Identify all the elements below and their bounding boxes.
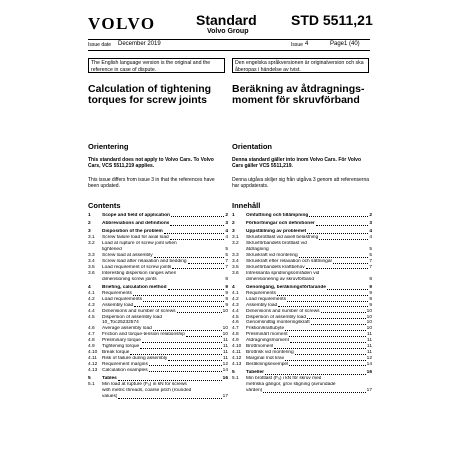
toc-entry-page: 7 [369,264,372,270]
toc-entry-page: 2 [369,212,372,218]
toc-entry-title: dimensionering av skruvförband [246,276,314,282]
toc-entry-number: 3 [232,229,235,235]
toc-entry[interactable] [232,388,372,394]
toc-entry-title: Risk of failure during assembly [102,355,168,361]
toc-entry-title: Briefing, calculation method [102,284,167,290]
toc-entry-page: 16 [222,376,228,382]
toc-leader-dots [149,365,222,366]
toc-entry-page: 11 [223,349,228,355]
toc-leader-dots [278,306,368,307]
toc-entry-number: 4.10 [88,349,98,355]
toc-entry-title: Skruvbrottlast vid axiell belastning [246,235,319,241]
toc-entry-page: 3 [225,220,228,226]
toc-entry-number: 4.3 [88,302,95,308]
toc-leader-dots [327,289,368,290]
contents-heading-en: Contents [88,201,121,210]
toc-entry-page: 7 [225,264,228,270]
toc-leader-dots [134,306,224,307]
toc-entry-page: 9 [369,302,372,308]
toc-entry-number: 2 [88,220,91,226]
issue-date-label: Issue date [88,42,112,48]
toc-entry-number: 3.4 [232,258,239,264]
toc-entry-page: 17 [222,393,228,399]
toc-entry[interactable] [88,368,228,374]
issue-value: 4 [305,41,309,47]
toc-entry-title: Scope and field of application [102,212,170,218]
toc-entry-number: 3.3 [88,252,95,258]
toc-entry-number: 3.3 [232,252,239,258]
toc-entry-page: 5 [225,247,228,253]
orientation-heading-en: Orientering [88,142,129,151]
toc-entry-number: 2 [232,220,235,226]
toc-entry-title: Requirements [102,290,132,296]
toc-entry-page: 2 [225,212,228,218]
toc-entry-page: 11 [367,338,372,344]
toc-entry-title: Load requirements [102,296,142,302]
toc-entry-number: 4.4 [88,308,95,314]
toc-entry[interactable] [88,221,228,227]
toc-entry-number: 4.6 [232,320,239,326]
orientation-note-en: This standard does not apply to Volvo Cars. To Volvo Cars, VCS 5511,219 applies. [88,157,214,169]
toc-entry-number: 4.5 [232,314,239,320]
toc-entry-page: 9 [369,296,372,302]
toc-entry-title: Assembly load [246,302,278,308]
toc-entry-title: Dimensions and number of screws [102,308,176,314]
toc-entry-title: Skruvkraft vid montering [246,252,298,258]
toc-entry-page: 11 [223,355,228,361]
toc-leader-dots [265,374,366,375]
toc-entry-page: 14 [222,367,228,373]
toc-entry-number: 4.13 [232,361,242,367]
toc-entry-number: 4.11 [232,349,241,355]
toc-entry-title: Genomgång, beräkningsförfarande [246,284,326,290]
toc-entry-page: 3 [369,220,372,226]
toc-entry-page: 10 [366,314,372,320]
toc-entry-title: åtdragning [246,247,269,253]
toc-entry-title: Brottrisk vid montering [246,349,294,355]
toc-entry-title: Genomsnittlig monteringskraft [246,320,310,326]
toc-entry-number: 3 [88,229,91,235]
toc-entry-number: 4.8 [88,338,95,344]
toc-entry-page: 17 [366,387,372,393]
toc-entry-page: 9 [225,302,228,308]
toc-entry-number: 4.11 [88,355,97,361]
toc-entry-number: 5.1 [232,376,239,382]
toc-entry-title: dimensioning screw joints [102,276,157,282]
toc-entry-number: 1 [88,212,91,218]
toc-leader-dots [118,380,222,381]
toc-entry-title: Average assembly load [102,326,152,332]
toc-entry-title: Min brottlast (F₉) i kN för skruv med [246,376,322,382]
toc-leader-dots [170,225,224,226]
toc-entry-number: 3.6 [232,270,239,276]
toc-entry-title: Tables [102,376,117,382]
toc-entry-number: 3.1 [232,235,239,241]
toc-entry-title: Load requirement of screw joints [102,264,172,270]
toc-entry-page: 16 [366,370,372,376]
toc-entry-title: Disposition of the problem [102,229,163,235]
toc-entry-number: 3.1 [88,235,95,241]
toc-entry-number: 4.2 [88,296,95,302]
toc-entry-number: 3.5 [232,264,239,270]
toc-leader-dots [306,268,369,269]
toc-leader-dots [321,312,366,313]
orientation-heading-sv: Orientation [232,142,273,151]
toc-entry-page: 5 [369,252,372,258]
toc-leader-dots [333,263,368,264]
toc-entry-number: 4.7 [232,326,239,332]
toc-entry-number: 3.6 [88,270,95,276]
contents-heading-sv: Innehåll [232,201,261,210]
toc-entry-page: 5 [225,252,228,258]
toc-entry-title: Min load at rupture (F₉) in kN for screws [102,381,187,387]
toc-entry-number: 4.7 [88,332,95,338]
toc-leader-dots [143,301,224,302]
toc-entry-page: 10 [366,320,372,326]
toc-entry-title: Preliminary torque [102,338,141,344]
toc-entry-title: Skruvförbandets brottlast vid [246,241,307,247]
page-value: 1 (40) [344,41,360,47]
toc-entry-page: 4 [225,235,228,241]
toc-entry-number: 5 [232,370,235,376]
toc-entry-title: Brottmoment [246,344,274,350]
title-en: Calculation of tightening torques for screw joints [88,83,212,106]
toc-entry-number: 3.4 [88,258,95,264]
toc-leader-dots [164,233,225,234]
toc-entry-page: 4 [369,229,372,235]
toc-entry-page: 9 [369,284,372,290]
toc-entry-title: värden) [246,387,263,393]
toc-leader-dots [285,360,366,361]
toc-entry-page: 10 [222,332,228,338]
toc-entry-number: 4.2 [232,296,239,302]
toc-leader-dots [177,312,222,313]
toc-entry-title: Requirement margins [102,361,148,367]
toc-entry-title: Beräkningsexempel [246,361,289,367]
toc-entry-title: Screw load after relaxation and bedding [102,258,187,264]
toc-entry-title: 10_Toc25232574 [102,320,139,326]
toc-entry[interactable] [88,394,228,400]
toc-entry-title: Interesting dispersion ranges when [102,270,177,276]
toc-entry-page: 7 [369,258,372,264]
toc-entry-page: 14 [366,361,372,367]
toc-leader-dots [188,263,225,264]
toc-entry-title: Förkortningar och definitioner [246,220,315,226]
toc-entry-page: 11 [223,344,228,350]
orientation-note-sv: Denna standard gäller into inom Volvo Cars. För Volvo Cars gäller VCS 5511,219. [232,157,362,169]
toc-entry-number: 4 [88,284,91,290]
header-rule-top [88,39,370,40]
group-label: Volvo Group [207,28,249,35]
toc-leader-dots [142,342,222,343]
toc-leader-dots [149,371,222,372]
toc-leader-dots [290,342,366,343]
toc-entry-page: 10 [222,308,228,314]
toc-entry-page: 8 [225,276,228,282]
header-rule-bottom [88,50,370,51]
toc-entry-title: Marginal mot krav [246,355,285,361]
toc-entry-number: 4.1 [88,290,95,296]
toc-leader-dots [319,239,368,240]
toc-entry-page: 9 [225,296,228,302]
toc-leader-dots [168,360,222,361]
toc-entry-number: 4.8 [232,332,239,338]
toc-entry-title: tightened [102,247,122,253]
toc-leader-dots [172,268,224,269]
toc-leader-dots [311,324,366,325]
volvo-logo: VOLVO [88,14,156,33]
toc-entry[interactable] [88,213,228,219]
toc-entry-number: 4.9 [232,338,239,344]
toc-entry-title: Åtdragningsmoment [246,338,289,344]
toc-leader-dots [309,216,368,217]
toc-entry-page: 4 [369,235,372,241]
toc-entry-page: 12 [366,355,372,361]
toc-entry-title: values) [102,393,118,399]
toc-leader-dots [118,398,221,399]
toc-entry-title: Tabeller [246,370,265,376]
toc-entry-page: 10 [366,308,372,314]
toc-entry-number: 4.12 [232,355,242,361]
toc-entry-page: 10 [366,326,372,332]
toc-leader-dots [287,301,368,302]
toc-leader-dots [274,348,366,349]
standard-label: Standard [196,12,257,28]
toc-leader-dots [289,365,366,366]
toc-entry-title: Load at rupture of screw joint when [102,241,177,247]
toc-entry[interactable] [232,213,372,219]
toc-leader-dots [307,233,368,234]
toc-entry-page: 9 [225,290,228,296]
toc-entry-number: 1 [232,212,235,218]
toc-leader-dots [316,225,369,226]
toc-entry-title: Omfattning och tillämpning [246,212,309,218]
toc-leader-dots [263,392,365,393]
toc-entry-title: Skruvförbandets kraftbehov [246,264,305,270]
toc-leader-dots [299,257,369,258]
toc-entry-number: 4.4 [232,308,239,314]
toc-entry-title: Load requirements [246,296,286,302]
toc-entry-title: Uppställning av problemet [246,229,307,235]
toc-entry-number: 4.12 [88,361,98,367]
toc-entry-number: 4.6 [88,326,95,332]
toc-leader-dots [154,257,225,258]
toc-leader-dots [170,239,225,240]
toc-entry-number: 5 [88,376,91,382]
toc-entry-number: 4.9 [88,344,95,350]
toc-entry-number: 5.1 [88,381,95,387]
toc-entry-title: Friktion/kraftubyte [246,326,285,332]
toc-leader-dots [168,289,225,290]
toc-entry-title: Assembly load [102,302,134,308]
toc-entry-number: 4.3 [232,302,239,308]
toc-entry-page: 4 [225,229,228,235]
toc-leader-dots [130,354,222,355]
toc-entry-title: Break torque [102,349,130,355]
toc-entry-number: 4.1 [232,290,239,296]
toc-entry-page: 11 [367,332,372,338]
toc-entry-title: Screw load at assembly [102,252,153,258]
table-of-contents-en [88,210,228,400]
toc-entry-title: Dispersion of assembly load [246,314,306,320]
toc-entry-page: 12 [222,361,228,367]
toc-entry-title: Tightening torque [102,344,140,350]
toc-leader-dots [171,216,224,217]
table-of-contents-sv [232,210,372,394]
toc-entry-title: Abbreviations and definitions [102,220,170,226]
toc-entry-title: Dispersion of assembly load [102,314,162,320]
toc-leader-dots [295,354,366,355]
toc-leader-dots [153,330,222,331]
toc-entry-title: Dimensions and number of screws [246,308,320,314]
language-note-sv: Den engelska språkversionen är originalversion och ska åberopas i händelse av tvist. [232,58,369,73]
toc-entry-number: 3.5 [88,264,95,270]
toc-entry-title: Preliminärt moment [246,332,288,338]
toc-leader-dots [186,336,222,337]
toc-entry[interactable] [232,362,372,368]
page-label: Page [330,41,345,47]
orientation-text-sv: Denna utgåva skiljer sig från utgåva 3 genom att referenserna har uppdaterats. [232,177,370,189]
toc-entry-title: with metric threads, coarse pitch (rounded [102,387,192,393]
toc-entry-title: metriska gängor, grov stigning (avrundade [246,381,336,387]
toc-leader-dots [133,295,224,296]
toc-entry-page: 11 [367,349,372,355]
toc-entry-title: Calculation examples [102,367,148,373]
toc-entry[interactable] [88,277,228,283]
toc-entry-page: 8 [369,276,372,282]
language-note-en: The English language version is the original and the reference in case of dispute. [88,58,225,73]
toc-entry-title: Intressanta spridningsområden vid [246,270,320,276]
toc-leader-dots [140,348,222,349]
toc-entry-number: 4.13 [88,367,98,373]
toc-entry-page: 5 [369,247,372,253]
orientation-text-en: This issue differs from issue 3 in that the references have been updated. [88,177,215,189]
toc-entry-title: Requirements [246,290,276,296]
toc-entry[interactable] [232,221,372,227]
toc-leader-dots [285,330,366,331]
toc-leader-dots [307,318,366,319]
toc-entry-page: 10 [222,326,228,332]
standard-number: STD 5511,21 [291,12,373,28]
toc-entry-number: 4.10 [232,344,242,350]
issue-date-value: December 2019 [118,41,161,47]
title-sv: Beräkning av åtdragnings-moment för skruvförband [232,83,365,106]
toc-entry-number: 4 [232,284,235,290]
toc-leader-dots [277,295,368,296]
issue-label: Issue [291,42,303,48]
toc-leader-dots [289,336,366,337]
toc-entry-page: 9 [369,290,372,296]
toc-entry-title: Skruvkraft efter relaxation och sättningar [246,258,333,264]
toc-entry-number: 4.5 [88,314,95,320]
toc-entry-page: 11 [223,338,228,344]
toc-entry-title: Screw failure load for axial load [102,235,169,241]
toc-entry-page: 7 [225,258,228,264]
toc-entry[interactable] [232,277,372,283]
toc-entry-number: 3.2 [88,241,95,247]
toc-entry-title: Friction and torque-tension relationship [102,332,185,338]
toc-entry-number: 3.2 [232,241,239,247]
toc-entry-page: 9 [225,284,228,290]
toc-entry-page: 11 [367,344,372,350]
